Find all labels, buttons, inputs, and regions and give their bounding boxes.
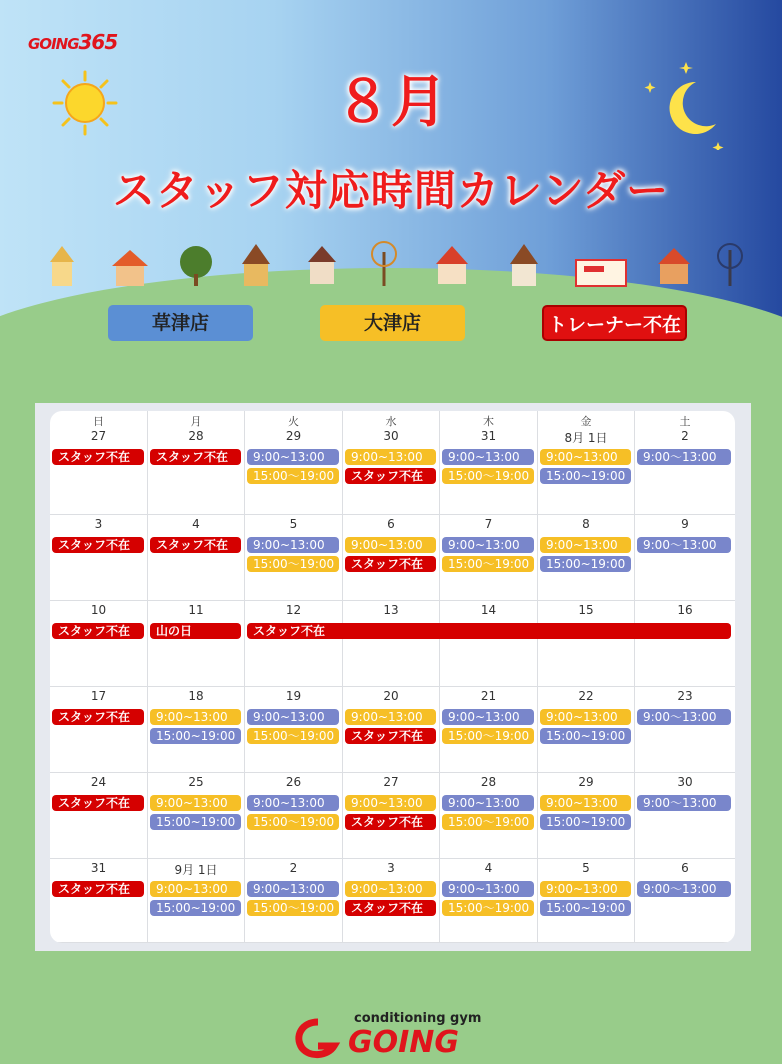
calendar-event[interactable]: 9:00~13:00 — [540, 795, 631, 811]
day-number: 2 — [289, 861, 298, 875]
calendar-event[interactable]: 9:00~13:00 — [540, 709, 631, 725]
calendar-event[interactable]: 15:00~19:00 — [150, 900, 241, 916]
weekday-label: 木 — [483, 415, 494, 428]
calendar-event[interactable]: スタッフ不在 — [52, 537, 144, 553]
calendar-event[interactable]: 9:00~13:00 — [540, 881, 631, 897]
day-number: 4 — [192, 517, 200, 531]
calendar-event[interactable]: 9:00~13:00 — [247, 881, 339, 897]
calendar-day-cell[interactable] — [440, 859, 538, 943]
calendar-day-cell[interactable] — [245, 773, 343, 859]
day-number: 16 — [677, 603, 693, 617]
calendar-event[interactable]: 9:00〜13:00 — [637, 795, 731, 811]
calendar-event[interactable]: 15:00〜19:00 — [247, 468, 339, 484]
day-number: 31 — [90, 861, 107, 875]
calendar-event[interactable]: 15:00〜19:00 — [442, 556, 534, 572]
legend-kusatsu: 草津店 — [108, 305, 253, 341]
calendar-event[interactable]: 15:00~19:00 — [540, 900, 631, 916]
calendar-day-cell[interactable] — [343, 411, 440, 515]
house-icon — [50, 246, 74, 286]
day-number: 5 — [582, 861, 590, 875]
calendar-event[interactable]: 9:00~13:00 — [442, 709, 534, 725]
calendar-day-cell[interactable] — [50, 859, 148, 943]
day-number: 12 — [285, 603, 302, 617]
calendar-day-cell[interactable] — [343, 515, 440, 601]
calendar-day-cell[interactable] — [343, 773, 440, 859]
calendar-event[interactable]: 15:00〜19:00 — [442, 468, 534, 484]
calendar-day-cell[interactable] — [538, 515, 635, 601]
day-number: 23 — [677, 689, 693, 703]
calendar-day-cell[interactable] — [50, 773, 148, 859]
gym-building-icon — [576, 260, 626, 286]
calendar-event[interactable]: 9:00~13:00 — [345, 537, 436, 553]
calendar-event[interactable]: スタッフ不在 — [345, 556, 436, 572]
calendar-event[interactable]: 9:00~13:00 — [247, 449, 339, 465]
calendar-day-cell[interactable] — [440, 411, 538, 515]
day-number: 8 — [582, 517, 590, 531]
calendar-event[interactable]: 9:00〜13:00 — [637, 449, 731, 465]
calendar-event[interactable]: スタッフ不在 — [345, 814, 436, 830]
calendar-day-cell[interactable] — [343, 859, 440, 943]
calendar-event[interactable]: 15:00〜19:00 — [442, 900, 534, 916]
calendar-event[interactable]: 15:00〜19:00 — [247, 900, 339, 916]
calendar-event[interactable]: 15:00~19:00 — [150, 728, 241, 744]
calendar-event[interactable]: 9:00~13:00 — [442, 795, 534, 811]
calendar-event[interactable]: スタッフ不在 — [345, 728, 436, 744]
footer-tagline: conditioning gym — [354, 1011, 482, 1026]
day-number: 18 — [188, 689, 204, 703]
going-logo — [288, 1006, 498, 1060]
calendar-day-cell[interactable] — [148, 601, 245, 687]
calendar-day-cell[interactable] — [50, 515, 148, 601]
calendar-event[interactable]: 15:00〜19:00 — [442, 728, 534, 744]
calendar-event[interactable]: 9:00〜13:00 — [637, 881, 731, 897]
calendar-panel — [35, 403, 751, 951]
day-number: 15 — [578, 603, 594, 617]
calendar-event[interactable]: 15:00〜19:00 — [442, 814, 534, 830]
calendar-day-cell[interactable] — [343, 687, 440, 773]
day-number: 6 — [387, 517, 395, 531]
calendar-day-cell[interactable] — [148, 687, 245, 773]
day-number: 3 — [387, 861, 395, 875]
calendar-day-cell[interactable] — [148, 773, 245, 859]
house-icon — [436, 246, 468, 284]
calendar-day-cell[interactable] — [635, 515, 735, 601]
day-number: 19 — [285, 689, 302, 703]
calendar-day-cell[interactable] — [440, 515, 538, 601]
town-illustration — [40, 232, 760, 292]
calendar-event[interactable]: 15:00〜19:00 — [247, 814, 339, 830]
calendar-event[interactable]: 9:00~13:00 — [345, 709, 436, 725]
calendar-event[interactable]: 15:00~19:00 — [150, 814, 241, 830]
brand-logo-top: GOING365 — [28, 30, 118, 54]
calendar-event[interactable]: 9:00~13:00 — [540, 537, 631, 553]
day-number: 27 — [90, 429, 107, 443]
calendar-event[interactable]: 山の日 — [150, 623, 241, 639]
calendar-day-cell[interactable] — [50, 687, 148, 773]
calendar-day-cell[interactable] — [245, 601, 343, 687]
calendar-day-cell[interactable] — [538, 773, 635, 859]
calendar-day-cell[interactable] — [635, 859, 735, 943]
calendar-day-cell[interactable] — [343, 601, 440, 687]
calendar-day-cell[interactable] — [245, 411, 343, 515]
calendar-day-cell[interactable] — [50, 601, 148, 687]
calendar-day-cell[interactable] — [538, 601, 635, 687]
tree-icon — [180, 246, 212, 286]
calendar-event[interactable]: 9:00~13:00 — [442, 449, 534, 465]
weekday-label: 金 — [580, 415, 592, 428]
calendar-event[interactable]: 15:00~19:00 — [540, 814, 631, 830]
calendar-event[interactable]: スタッフ不在 — [150, 449, 241, 465]
weekday-label: 火 — [288, 415, 299, 428]
day-number: 30 — [383, 429, 399, 443]
day-number: 29 — [578, 775, 594, 789]
day-number: 17 — [90, 689, 107, 703]
calendar-event[interactable]: スタッフ不在 — [52, 709, 144, 725]
calendar-event[interactable]: 9:00~13:00 — [150, 795, 241, 811]
day-number: 10 — [90, 603, 107, 617]
day-number: 3 — [94, 517, 103, 531]
legend-trainer-absent: トレーナー不在 — [542, 305, 687, 341]
day-number: 9 — [681, 517, 689, 531]
day-number: 26 — [285, 775, 302, 789]
calendar-event[interactable]: 15:00〜19:00 — [247, 556, 339, 572]
calendar-event-multiday[interactable]: スタッフ不在 — [247, 623, 731, 639]
calendar-day-cell[interactable] — [538, 411, 635, 515]
calendar-event[interactable]: スタッフ不在 — [150, 537, 241, 553]
weekday-label: 月 — [190, 415, 202, 428]
house-icon — [308, 246, 336, 284]
calendar-event[interactable]: スタッフ不在 — [345, 900, 436, 916]
day-number: 24 — [90, 775, 107, 789]
day-number: 14 — [480, 603, 497, 617]
calendar-event[interactable]: 9:00~13:00 — [442, 881, 534, 897]
calendar-event[interactable]: スタッフ不在 — [52, 881, 144, 897]
day-number: 22 — [578, 689, 594, 703]
calendar-day-cell[interactable] — [245, 515, 343, 601]
house-icon — [112, 250, 148, 286]
weekday-label: 土 — [679, 415, 691, 428]
calendar-event[interactable]: 9:00~13:00 — [345, 881, 436, 897]
day-number: 28 — [480, 775, 497, 789]
legend-otsu: 大津店 — [320, 305, 465, 341]
house-icon — [242, 244, 270, 286]
calendar-event[interactable]: スタッフ不在 — [52, 449, 144, 465]
day-number: 5 — [289, 517, 298, 531]
calendar-event[interactable]: 15:00~19:00 — [540, 556, 631, 572]
calendar-day-cell[interactable] — [538, 859, 635, 943]
calendar-day-cell[interactable] — [440, 687, 538, 773]
calendar-event[interactable]: 9:00~13:00 — [150, 881, 241, 897]
day-number: 28 — [188, 429, 204, 443]
calendar-day-cell[interactable] — [440, 773, 538, 859]
calendar-day-cell[interactable] — [148, 411, 245, 515]
day-number: 4 — [484, 861, 493, 875]
day-number: 25 — [188, 775, 204, 789]
calendar-day-cell[interactable] — [50, 411, 148, 515]
calendar-event[interactable]: 9:00~13:00 — [345, 449, 436, 465]
calendar-day-cell[interactable] — [635, 773, 735, 859]
calendar-title: スタッフ対応時間カレンダー — [112, 166, 670, 215]
calendar-day-cell[interactable] — [245, 687, 343, 773]
day-number: 21 — [480, 689, 497, 703]
day-number: 30 — [677, 775, 693, 789]
calendar-event[interactable]: 15:00〜19:00 — [247, 728, 339, 744]
weekday-label: 日 — [93, 415, 104, 428]
day-number: 6 — [681, 861, 689, 875]
day-number: 13 — [383, 603, 399, 617]
calendar-day-cell[interactable] — [148, 859, 245, 943]
calendar-event[interactable]: 9:00~13:00 — [247, 709, 339, 725]
calendar-event[interactable]: 9:00~13:00 — [540, 449, 631, 465]
day-number: 9月 1日 — [174, 863, 218, 877]
day-number: 31 — [480, 429, 497, 443]
tree-icon — [718, 244, 742, 286]
calendar-event[interactable]: 9:00~13:00 — [247, 795, 339, 811]
calendar-event[interactable]: 15:00~19:00 — [540, 468, 631, 484]
calendar-day-cell[interactable] — [635, 687, 735, 773]
month-title: ８月 — [335, 70, 447, 135]
footer-brand: GOING — [348, 1025, 460, 1060]
calendar-day-cell[interactable] — [538, 687, 635, 773]
day-number: 20 — [383, 689, 399, 703]
tree-icon — [372, 242, 396, 286]
calendar-event[interactable]: スタッフ不在 — [52, 795, 144, 811]
calendar-day-cell[interactable] — [148, 515, 245, 601]
calendar-day-cell[interactable] — [635, 601, 735, 687]
calendar-event[interactable]: 9:00~13:00 — [345, 795, 436, 811]
day-number: 27 — [383, 775, 399, 789]
calendar-event[interactable]: 9:00〜13:00 — [637, 537, 731, 553]
calendar-day-cell[interactable] — [440, 601, 538, 687]
calendar-day-cell[interactable] — [245, 859, 343, 943]
day-number: 8月 1日 — [564, 431, 608, 445]
calendar-event[interactable]: スタッフ不在 — [52, 623, 144, 639]
calendar-event[interactable]: 9:00~13:00 — [442, 537, 534, 553]
day-number: 29 — [285, 429, 302, 443]
day-number: 11 — [188, 603, 204, 617]
calendar-event[interactable]: 15:00~19:00 — [540, 728, 631, 744]
day-number: 7 — [484, 517, 493, 531]
calendar-event[interactable]: 9:00~13:00 — [247, 537, 339, 553]
weekday-label: 水 — [385, 415, 397, 428]
house-icon — [658, 248, 690, 284]
calendar-grid — [50, 411, 735, 943]
day-number: 2 — [681, 429, 689, 443]
house-icon — [510, 244, 538, 286]
calendar-event[interactable]: 9:00~13:00 — [150, 709, 241, 725]
calendar-event[interactable]: スタッフ不在 — [345, 468, 436, 484]
calendar-day-cell[interactable] — [635, 411, 735, 515]
calendar-event[interactable]: 9:00〜13:00 — [637, 709, 731, 725]
